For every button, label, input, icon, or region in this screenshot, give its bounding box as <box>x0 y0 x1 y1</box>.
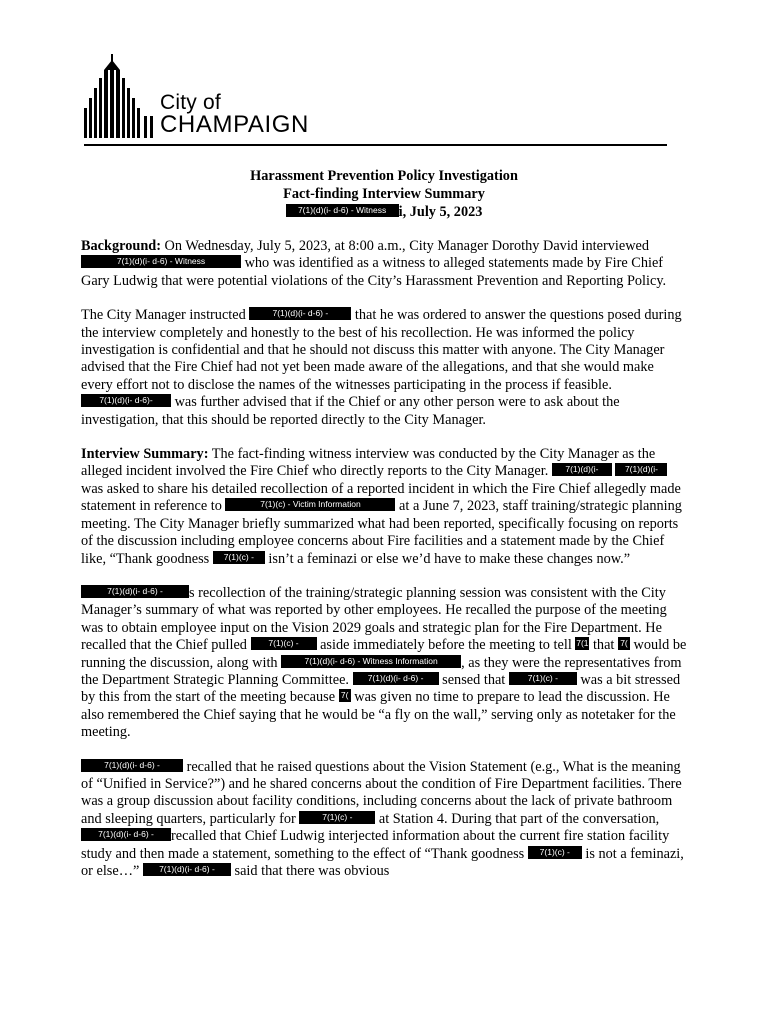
text: s recollection of the training/strategic planning session was consistent with the City Manager’s summary of what was reported by other employees. He recalled the purpose of the meeting was to obtain employee input on the Vision 2029 goals and strategic plan for the Fire Department. He recalled that the Chief pulled <box>81 584 667 654</box>
redaction-box: 7(1)(d)(i- d-6) - Witness Information <box>281 655 461 668</box>
paragraph-vision-statement <box>81 759 687 881</box>
text: recalled that Chief Ludwig interjected information about the current fire station facility study and then made a statement, something to the effect of “Thank goodness <box>81 828 670 862</box>
logo-champaign: CHAMPAIGN <box>160 111 309 138</box>
text: , as they were the representatives from the Department Strategic Planning Committee. <box>81 654 682 688</box>
text: at Station 4. During that part of the conversation, <box>375 810 660 827</box>
redaction-box: 7(1)(d)(i- d-6) - <box>81 585 189 598</box>
redaction-box: 7(1)(d)(i- d-6) - Witness <box>81 255 241 268</box>
text: The fact-finding witness interview was conducted by the City Manager as the alleged incident involved the Fire Chief who directly reports to the City Manager. <box>81 446 656 480</box>
redaction-box: 7(1)(d)(i- d-6) - <box>81 759 183 772</box>
text: isn’t a feminazi or else we’d have to make these changes now.” <box>264 550 631 567</box>
header-rule <box>84 144 667 146</box>
redaction-box: 7(1)(c) - <box>528 846 582 859</box>
text: that he was ordered to answer the questions posed during the interview completely and honestly to the best of his recollection. He was informed the policy investigation is confidential and that he should not discuss this matter with anyone. The City Manager advised that the Fire Chief had not yet been made aware of the allegations, and that she would make every effort not to disclose the names of the witnesses participating in the process if feasible. <box>81 307 682 393</box>
redaction-box: 7(1)(d)(i- d-6) - <box>249 307 351 320</box>
text: who was identified as a witness to alleged statements made by Fire Chief Gary Ludwig that were potential violations of the City’s Harassment Prevention and Reporting Policy. <box>81 255 667 289</box>
title-line-3 <box>0 203 768 221</box>
text: at a June 7, 2023, staff training/strategic planning meeting. The City Manager briefly summarized what had been reported, specifically focusing on reports of the discussion including employee concerns about Fire facilities and a statement made by the Chief like, “Thank goodness <box>81 498 682 567</box>
title-line-2: Fact-finding Interview Summary <box>283 186 485 202</box>
background-label: Background: <box>81 238 161 254</box>
paragraph-instructions <box>81 307 687 429</box>
logo-city-of: City of <box>160 91 221 114</box>
redaction-box: 7(1)(d)(i- d-6) - Witness <box>286 204 399 217</box>
text: was a bit stressed by this from the start of the meeting because <box>81 671 681 706</box>
summary-label: Interview Summary: <box>81 446 209 463</box>
logo-wordmark <box>160 92 309 138</box>
text: is not a feminazi, or else…” <box>81 845 684 879</box>
document-title <box>0 167 768 221</box>
title-date: i, July 5, 2023 <box>398 204 483 220</box>
text: that <box>589 637 618 654</box>
text: would be running the discussion, along with <box>81 637 687 671</box>
redaction-box: 7(1)(d)(i- <box>552 463 612 476</box>
text: said that there was obvious <box>230 863 390 879</box>
redaction-box: 7(1)(c) - <box>213 551 265 564</box>
text: was asked to share his detailed recollection of a reported incident in which the Fire Chief allegedly made statement in reference to <box>81 480 681 515</box>
paragraph-background <box>81 238 687 290</box>
redaction-box: 7(1)(d)(i- d-6)- <box>81 394 171 407</box>
redaction-box: 7(1)(c) - <box>509 672 577 685</box>
redaction-box: 7(1)(d)(i- d-6) - <box>143 863 231 876</box>
text: was given no time to prepare to lead the discussion. He also remembered the Chief saying that he would be “a fly on the wall,” serving only as notetaker for the meeting. <box>81 689 676 741</box>
paragraph-interview-summary <box>81 446 687 568</box>
text: was further advised that if the Chief or any other person were to ask about the investigation, that this should be reported directly to the City Manager. <box>81 394 620 428</box>
document-body <box>81 238 687 897</box>
text: The City Manager instructed <box>81 307 250 324</box>
title-line-1: Harassment Prevention Policy Investigation <box>250 168 518 184</box>
text: recalled that he raised questions about the Vision Statement (e.g., What is the meaning of “Unified in Service?”) and he shared concerns about the condition of Fire Department facilities. There was a group discussion about facility conditions, including concerns about the lack of private bathroom and sleeping quarters, particularly for <box>81 758 682 827</box>
redaction-box: 7(1)(c) - <box>251 637 317 650</box>
text: aside immediately before the meeting to tell <box>316 637 576 654</box>
text: sensed that <box>438 671 509 688</box>
redaction-box: 7(1)(c) - <box>299 811 375 824</box>
redaction-box: 7(1)(d)(i- d-6) - <box>353 672 439 685</box>
redaction-box: 7(1 <box>576 638 589 649</box>
redaction-box: 7( <box>339 689 351 702</box>
redaction-box: 7( <box>618 637 630 650</box>
text: On Wednesday, July 5, 2023, at 8:00 a.m., City Manager Dorothy David interviewed <box>160 238 650 254</box>
redaction-box: 7(1)(c) - Victim Information <box>225 498 395 511</box>
redaction-box: 7(1)(d)(i- d-6) - <box>81 828 171 841</box>
paragraph-recollection <box>81 585 687 742</box>
redaction-box: 7(1)(d)(i- <box>615 463 667 476</box>
